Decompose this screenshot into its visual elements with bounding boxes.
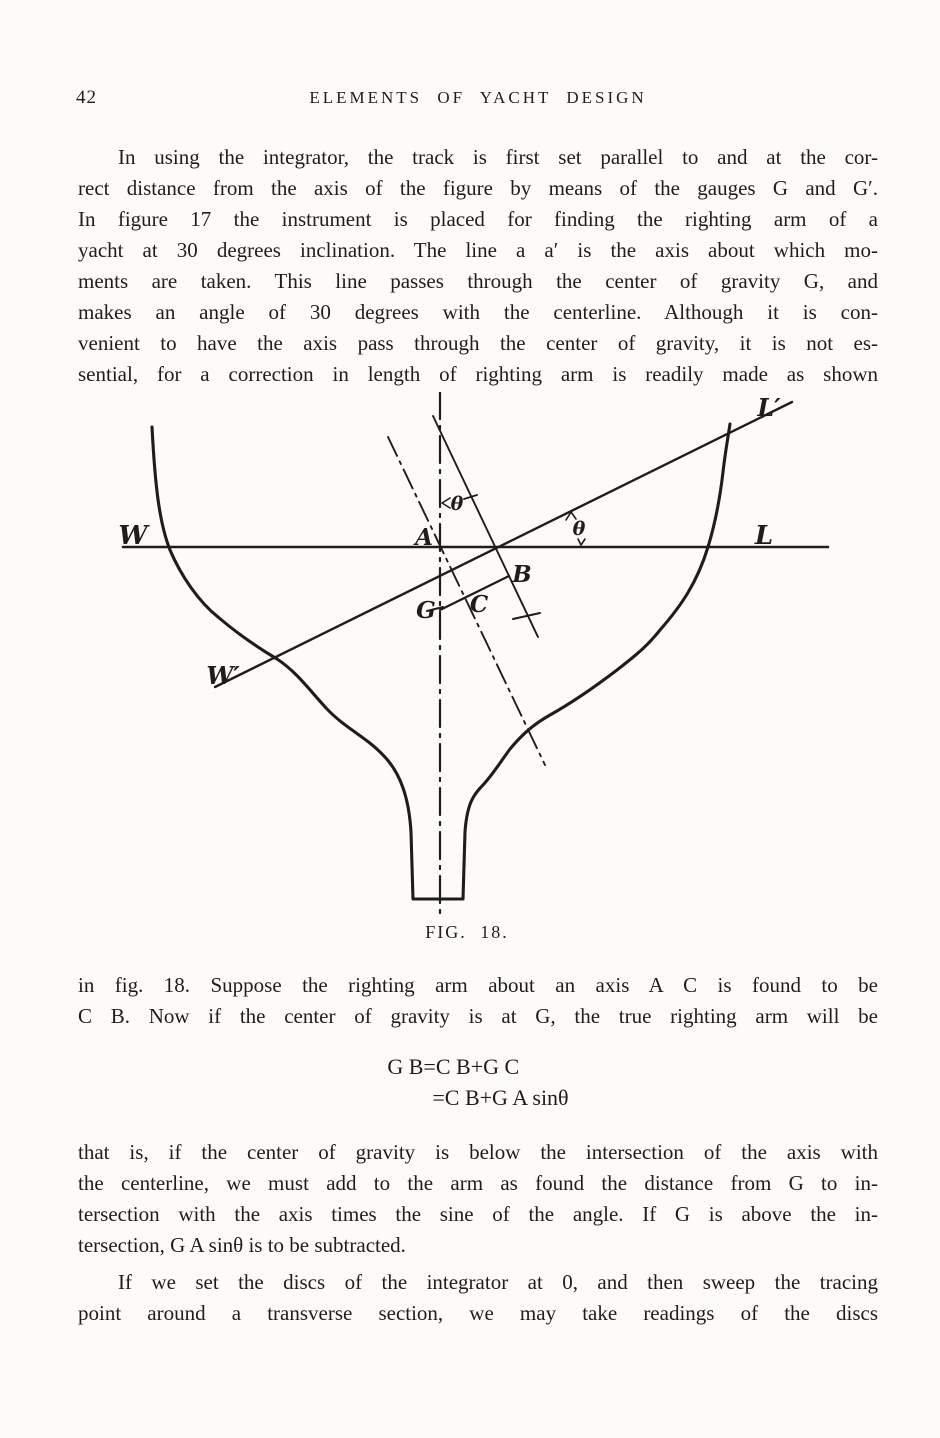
text-line: In using the integrator, the track is first set parallel to and at the cor- [118,145,878,169]
label-b: B [512,561,532,588]
text-line: yacht at 30 degrees inclination. The line a a′ is the axis about which mo- [78,238,878,262]
page-content [78,85,878,1329]
text-line: tersection, G A sinθ is to be subtracted. [78,1233,406,1257]
equation-inner [387,1051,568,1113]
running-head: ELEMENTS OF YACHT DESIGN [309,88,647,107]
label-l: L [754,521,774,551]
theta-top-arrow-icon [442,498,450,508]
text-line: sential, for a correction in length of righting arm is readily made as shown [78,362,878,386]
text-line: tersection with the axis times the sine of the angle. If G is above the in- [78,1202,878,1226]
figure-caption: FIG. 18. [425,922,509,942]
waterline-wprime-lprime [215,402,792,687]
label-c: C [469,591,489,618]
paragraph-1 [78,142,878,390]
text-line: If we set the discs of the integrator at 0, and then sweep the tracing [118,1270,878,1294]
text-line: In figure 17 the instrument is placed for finding the righting arm of a [78,207,878,231]
paragraph-2 [78,970,878,1032]
equation-line-2: =C B+G A sinθ [432,1085,569,1110]
text-line: point around a transverse section, we may take readings of the discs [78,1301,878,1325]
label-theta-right: θ [572,518,586,540]
page-number: 42 [76,87,97,108]
text-line: in fig. 18. Suppose the righting arm about an axis A C is found to be [78,973,878,997]
label-a: A [415,524,433,551]
text-line: venient to have the axis pass through the center of gravity, it is not es- [78,331,878,355]
label-w: W [118,521,148,551]
equation-line-1: G B=C B+G C [387,1054,520,1079]
text-line: ments are taken. This line passes through the center of gravity G, and [78,269,878,293]
label-w-prime: W′ [206,661,240,690]
text-line: makes an angle of 30 degrees with the centerline. Although it is con- [78,300,878,324]
text-line: the centerline, we must add to the arm as found the distance from G to in- [78,1171,878,1195]
figure-18 [75,392,859,944]
page-header [78,85,878,109]
paragraph-4 [78,1267,878,1329]
label-theta-top: θ [450,493,464,515]
label-l-prime: L′ [757,393,781,422]
equation-block [78,1051,878,1113]
fig18-diagram [75,392,859,917]
text-line: that is, if the center of gravity is below the intersection of the axis with [78,1140,878,1164]
label-g: G [416,597,436,624]
text-line: rect distance from the axis of the figure by means of the gauges G and G′. [78,176,878,200]
paragraph-3 [78,1137,878,1261]
text-line: C B. Now if the center of gravity is at G, the true righting arm will be [78,1004,878,1028]
